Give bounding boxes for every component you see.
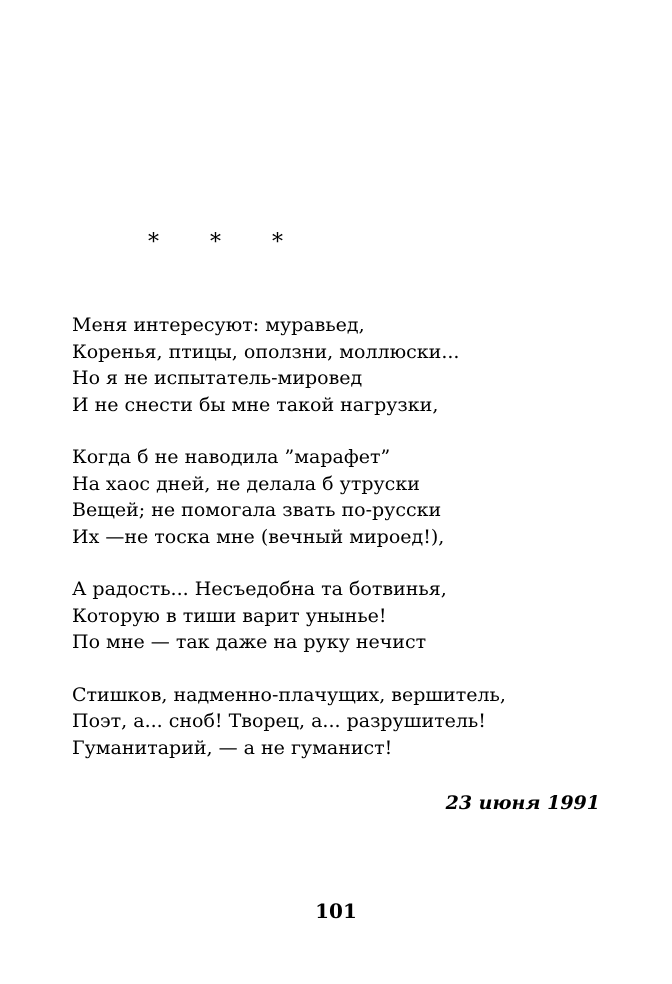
- poem-line: На хаос дней, не делала б утруски: [72, 472, 420, 495]
- section-separator: * * *: [148, 230, 305, 255]
- poem-line: Которую в тиши варит унынье!: [72, 604, 387, 627]
- stanza-1: [72, 312, 632, 418]
- poem-line: Но я не испытатель-мировед: [72, 367, 363, 389]
- poem-line: А радость... Несъедобна та ботвинья,: [72, 578, 447, 600]
- poem-line: Когда б не наводила ”марафет”: [72, 446, 391, 468]
- page-number: 101: [315, 899, 357, 923]
- stanza-2: [72, 444, 632, 550]
- poem-line: Стишков, надменно-плачущих, вершитель,: [72, 683, 506, 706]
- poem: [72, 312, 632, 787]
- poem-line: Коренья, птицы, оползни, моллюски...: [72, 340, 460, 363]
- poem-line: По мне — так даже на руку нечист: [72, 631, 427, 653]
- poem-line: Их —не тоска мне (вечный мироед!),: [72, 525, 445, 548]
- poem-line: Вещей; не помогала звать по-русски: [72, 499, 442, 521]
- poem-line: Гуманитарий, — а не гуманист!: [72, 736, 393, 759]
- poem-line: Поэт, а... сноб! Творец, а... разрушитель!: [72, 710, 486, 732]
- poem-line: Меня интересуют: муравьед,: [72, 314, 365, 336]
- poem-date: 23 июня 1991: [445, 792, 600, 814]
- stanza-4: [72, 682, 632, 762]
- stanza-3: [72, 576, 632, 656]
- poem-line: И не снести бы мне такой нагрузки,: [72, 393, 439, 416]
